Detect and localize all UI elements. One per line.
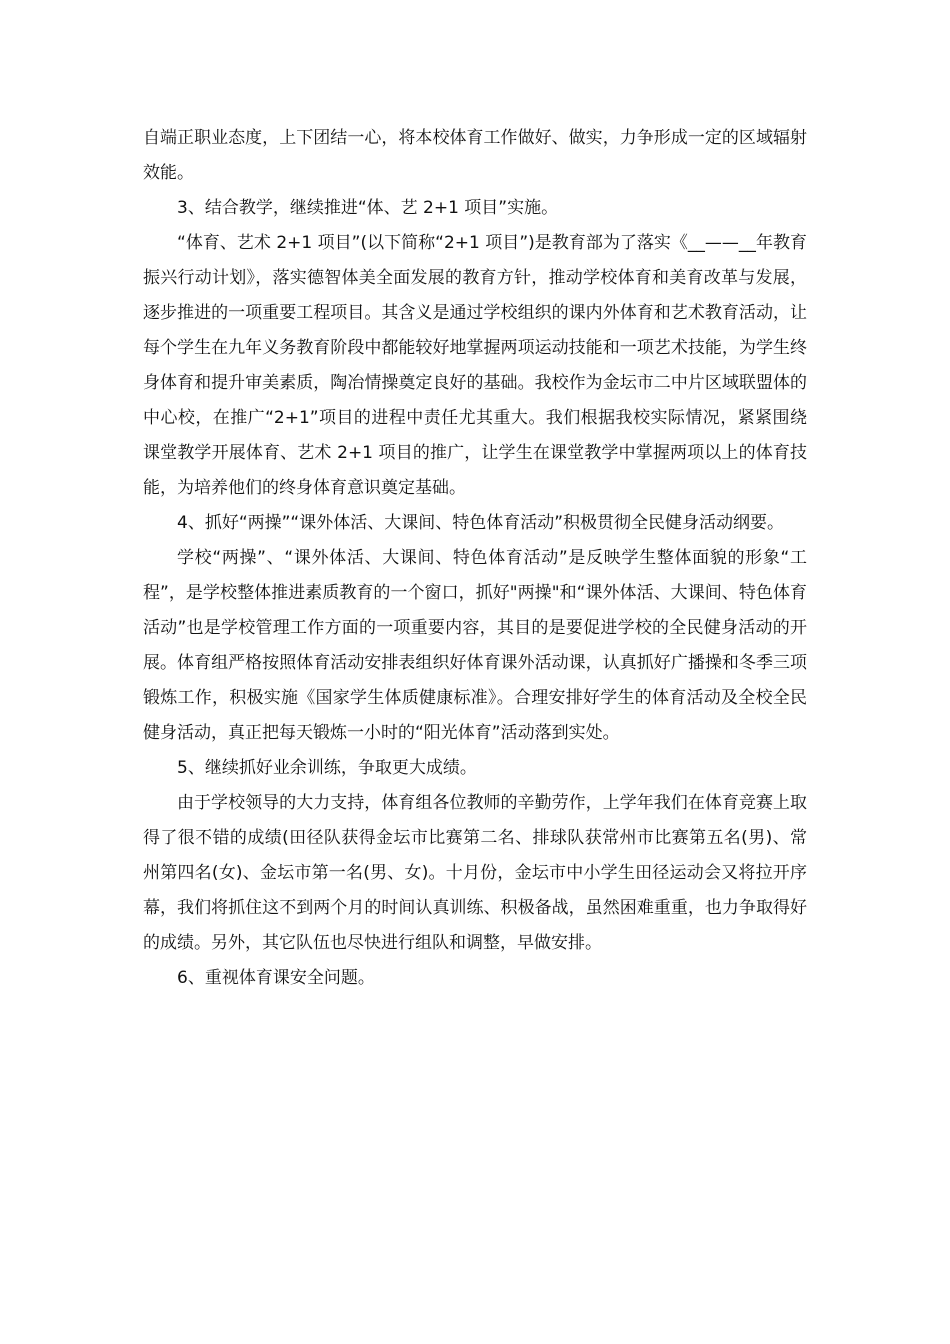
section-heading-3: 3、结合教学，继续推进“体、艺 2+1 项目”实施。 — [177, 198, 559, 218]
section-heading-6: 6、重视体育课安全问题。 — [177, 968, 375, 988]
section-heading-5: 5、继续抓好业余训练，争取更大成绩。 — [177, 758, 477, 778]
paragraph-training-results: 由于学校领导的大力支持，体育组各位教师的辛勤劳作，上学年我们在体育竞赛上取得了很不错的成绩(田径队获得金坛市比赛第二名、排球队获常州市比赛第五名(男)、常州第四名(女)、金坛市第一名(男、女)。十月份，金坛市中小学生田径运动会又将拉开序幕，我们将抓住这不到两个月的时间认真训练、积极备战，虽然困难重重，也力争取得好的成绩。另外，其它队伍也尽快进行组队和调整，早做安排。 — [143, 793, 807, 953]
paragraph-2plus1-project: “体育、艺术 2+1 项目”(以下简称“2+1 项目”)是教育部为了落实《__——__年教育振兴行动计划》，落实德智体美全面发展的教育方针，推动学校体育和美育改革与发展，逐步推进的一项重要工程项目。其含义是通过学校组织的课内外体育和艺术教育活动，让每个学生在九年义务教育阶段中都能较好地掌握两项运动技能和一项艺术技能，为学生终身体育和提升审美素质，陶冶情操奠定良好的基础。我校作为金坛市二中片区域联盟体的中心校，在推广“2+1”项目的进程中责任尤其重大。我们根据我校实际情况，紧紧围绕课堂教学开展体育、艺术 2+1 项目的推广，让学生在课堂教学中掌握两项以上的体育技能，为培养他们的终身体育意识奠定基础。 — [143, 233, 807, 498]
paragraph-continued: 自端正职业态度，上下团结一心，将本校体育工作做好、做实，力争形成一定的区域辐射效能。 — [143, 128, 807, 183]
paragraph-two-exercises: 学校“两操”、“课外体活、大课间、特色体育活动”是反映学生整体面貌的形象“工程”，是学校整体推进素质教育的一个窗口，抓好"两操"和“课外体活、大课间、特色体育活动”也是学校管理工作方面的一项重要内容，其目的是要促进学校的全民健身活动的开展。体育组严格按照体育活动安排表组织好体育课外活动课，认真抓好广播操和冬季三项锻炼工作，积极实施《国家学生体质健康标准》。合理安排好学生的体育活动及全校全民健身活动，真正把每天锻炼一小时的“阳光体育”活动落到实处。 — [143, 548, 807, 743]
document-body — [143, 121, 807, 996]
section-heading-4: 4、抓好“两操”“课外体活、大课间、特色体育活动”积极贯彻全民健身活动纲要。 — [177, 513, 785, 533]
